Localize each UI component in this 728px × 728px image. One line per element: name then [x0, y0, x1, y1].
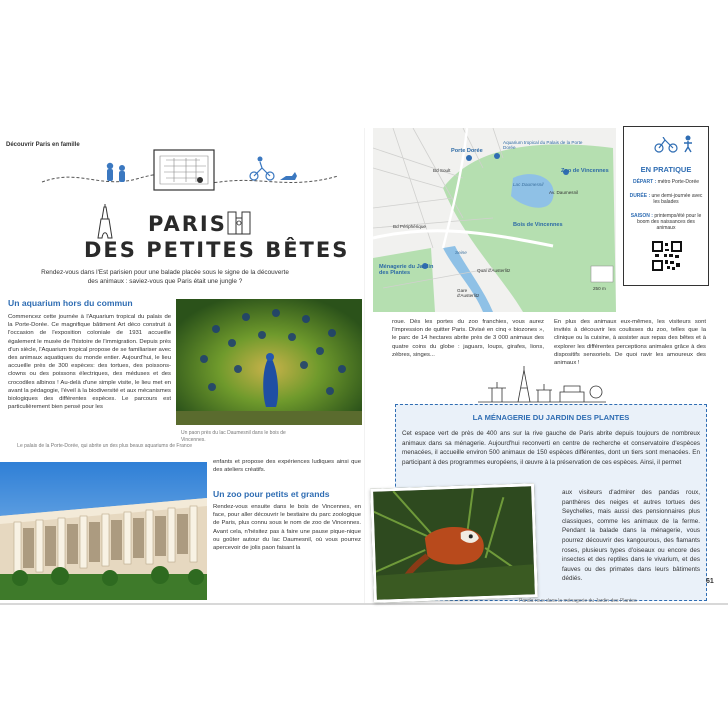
info-duree-value: une demi-journée avec les balades — [651, 193, 703, 206]
info-duree-label: DURÉE : — [629, 193, 651, 199]
area-map — [373, 128, 616, 312]
info-depart — [628, 179, 704, 185]
page-title-line2: DES PETITES BÊTES — [84, 238, 350, 262]
box-text-bottom: aux visiteurs d'admirer des pandas roux, panthères des neiges et autres tortues des Seychelles, mais aussi des pensionnaires plus classiques, comme les animaux de la ferme. Pendant la balade dans la ménagerie, vous pourrez découvrir des kangourous, des flamants roses, plusieurs types d'oiseaux ou encore des insectes et des reptiles dans le vivarium, et des fauves ou des primates dans leurs bâtiments dédiés. — [562, 489, 700, 583]
map-label-zoo: Zoo de Vincennes — [561, 168, 609, 174]
peacock-photo — [176, 299, 362, 425]
info-saison — [628, 213, 704, 232]
palais-porte-doree-photo — [0, 462, 207, 600]
box-title: LA MÉNAGERIE DU JARDIN DES PLANTES — [472, 413, 630, 422]
eiffel-tower-icon — [96, 203, 114, 239]
map-label-seine: Seine — [455, 250, 467, 255]
map-label-bd-soult: Bd Soult — [433, 168, 451, 173]
map-label-gare: Gare d'Austerlitz — [457, 288, 480, 298]
info-title: EN PRATIQUE — [640, 165, 692, 174]
caption-palais: Le palais de la Porte-Dorée, qui abrite un des plus beaux aquariums de France — [17, 443, 192, 449]
zoo-text-col2: En plus des animaux eux-mêmes, les visiteurs sont invités à découvrir les coulisses du zoo, telles que la clinique ou la cuisine, à assister aux repas des bêtes et à explorer les différentes perceptions animales grâce à des dispositifs sensoriels. De quoi ravir les amoureux des animaux ! — [554, 319, 706, 367]
section-heading-aquarium: Un aquarium hors du commun — [8, 298, 133, 308]
qr-code-icon[interactable] — [652, 241, 682, 271]
map-label-quai: Quai d'Austerlitz — [477, 268, 511, 273]
info-saison-label: SAISON : — [630, 213, 653, 219]
info-saison-value: printemps/été pour le boom des naissances des animaux — [637, 213, 702, 232]
bicycle-icon — [654, 137, 678, 153]
info-duree — [628, 193, 704, 205]
map-label-menagerie: Ménagerie du Jardin des Plantes — [379, 264, 434, 276]
notre-dame-icon — [226, 206, 252, 236]
map-label-porte-doree: Porte Dorée — [451, 148, 483, 154]
map-label-av-daumesnil: Av. Daumesnil — [549, 190, 579, 195]
map-label-periph: Bd Périphérique — [393, 224, 426, 229]
paris-skyline-drawing — [478, 366, 606, 404]
map-label-lac: Lac Daumesnil — [513, 182, 544, 187]
intro-paragraph: Rendez-vous dans l'Est parisien pour une balade placée sous le signe de la découverte des animaux : saviez-vous que Paris était une jungle ? — [41, 269, 289, 285]
caption-panda: Panda roux dans la ménagerie du Jardin des Plantes — [519, 598, 637, 604]
section-text-zoo: Rendez-vous ensuite dans le bois de Vincennes, en face, pour aller découvrir le bestiaire du parc zoologique de Paris, plus connu sous le nom de zoo de Vincennes. Avant cela, n'hésitez pas à faire une pause pique-nique ou goûter autour du lac Daumesnil, où vous pourrez apercevoir de jolis paon faisant la — [213, 504, 361, 552]
box-text-top: Cet espace vert de près de 400 ans sur la rive gauche de Paris abrite depuis toujours de nombreux animaux dans sa ménagerie. Aujourd'hui reconverti en centre de recherche et conservatoire d'espèces menacées, il accueille environ 500 animaux de 150 espèces différentes, dont un tiers sont menacées. En participant à des programmes européens, il œuvre à la préservation de ces espèces. Ainsi, il permet — [402, 430, 700, 466]
running-head: Découvrir Paris en famille — [6, 142, 80, 148]
walker-icon — [682, 135, 694, 153]
caption-peacock: Un paon près du lac Daumesnil dans le bois de Vincennes. — [181, 430, 286, 443]
page-title-line1: PARIS — [148, 212, 227, 236]
gutter — [364, 128, 365, 604]
hero-illustration — [40, 146, 340, 198]
practical-info-box — [623, 126, 709, 286]
section-heading-zoo: Un zoo pour petits et grands — [213, 489, 330, 499]
continuation-text: enfants et propose des expériences ludiques ainsi que des ateliers créatifs. — [213, 459, 361, 474]
section-text-aquarium: Commencez cette journée à l'Aquarium tropical du palais de la Porte-Dorée. Ce magnifique bâtiment Art déco construit à l'occasion de l'exposition coloniale de 1931 accueille également le musée de l'histoire de l'immigration. Depuis près d'un siècle, l'Aquarium tropical propose de se familiariser avec des animaux aquatiques du monde entier. Aujourd'hui, le lieu accueille près de 300 espèces: des tortues, des poissons-clowns ou des poissons électriques, des méduses et des crocodiles albinos ! Au-delà d'une simple visite, le lieu met en avant la pédagogie, l'éveil à la biodiversité et aux mécanismes biologiques des différentes espèces. Le parcours est particulièrement bien pensé pour les — [8, 314, 171, 411]
info-depart-label: DÉPART : — [632, 179, 657, 185]
page-number: 61 — [706, 578, 714, 585]
zoo-text-col1: roue. Dès les portes du zoo franchies, vous aurez l'impression de quitter Paris. Divisé en cinq « biozones », le parc de 14 hectares abrite près de 3 000 animaux des quatre coins du globe : jaguars, loups, girafes, lions, zèbres, singes... — [392, 319, 544, 358]
map-label-bois: Bois de Vincennes — [513, 222, 563, 228]
map-label-aquarium: Aquarium tropical du Palais de la Porte Dorée — [503, 140, 583, 150]
map-scale: 250 m — [593, 286, 606, 291]
red-panda-photo — [370, 483, 538, 603]
info-depart-value: métro Porte-Dorée — [657, 179, 700, 185]
